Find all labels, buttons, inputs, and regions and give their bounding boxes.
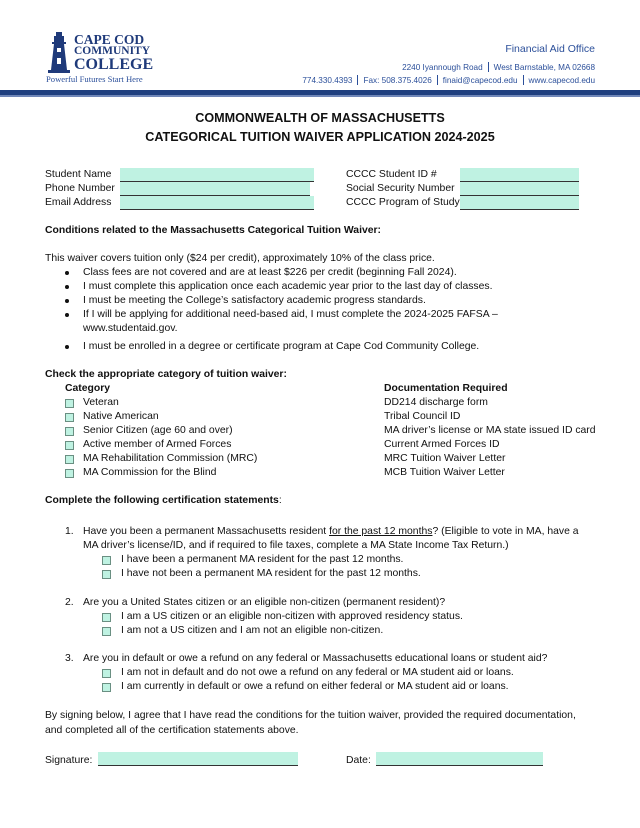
condition-bullet-4: If I will be applying for additional need-based aid, I must complete the 2024-2025 FAFSA – bbox=[83, 309, 498, 320]
q1-option-2-label: I have not been a permanent MA resident for the past 12 months. bbox=[121, 568, 421, 579]
category-column-header: Category bbox=[65, 383, 111, 394]
q1-option-1-label: I have been a permanent MA resident for the past 12 months. bbox=[121, 554, 404, 565]
bullet-marker bbox=[65, 299, 69, 303]
q1-text-underlined: for the past 12 months bbox=[329, 526, 433, 537]
doc-native-american: Tribal Council ID bbox=[384, 411, 461, 422]
logo-line2: COMMUNITY bbox=[74, 45, 151, 57]
bullet-marker bbox=[65, 345, 69, 349]
lighthouse-logo-icon bbox=[46, 30, 72, 76]
conditions-heading: Conditions related to the Massachusetts Categorical Tuition Waiver: bbox=[45, 225, 382, 236]
q1-option-1-checkbox[interactable] bbox=[102, 556, 111, 565]
logo-tagline: Powerful Futures Start Here bbox=[46, 74, 143, 84]
q1-option-2-checkbox[interactable] bbox=[102, 570, 111, 579]
question-2-number: 2. bbox=[65, 597, 74, 608]
student-id-label: CCCC Student ID # bbox=[346, 169, 437, 180]
q3-option-1-checkbox[interactable] bbox=[102, 669, 111, 678]
bullet-marker bbox=[65, 271, 69, 275]
ssn-label: Social Security Number bbox=[346, 183, 455, 194]
q3-option-2-label: I am currently in default or owe a refund on either federal or MA student aid or loans. bbox=[121, 681, 509, 692]
category-checkbox-armed-forces[interactable] bbox=[65, 441, 74, 450]
q1-text-b: ? (Eligible to vote in MA, have a bbox=[432, 526, 579, 537]
website-link[interactable]: www.capecod.edu bbox=[528, 76, 595, 85]
q3-option-1-label: I am not in default and do not owe a refund on any federal or MA student aid or loans. bbox=[121, 667, 514, 678]
category-heading: Check the appropriate category of tuition waiver: bbox=[45, 369, 287, 380]
agreement-line-1: By signing below, I agree that I have read the conditions for the tuition waiver, provided the required documentation, bbox=[45, 710, 576, 721]
condition-bullet-1: Class fees are not covered and are at least $226 per credit (beginning Fall 2024). bbox=[83, 267, 457, 278]
question-1-number: 1. bbox=[65, 526, 74, 537]
bullet-marker bbox=[65, 313, 69, 317]
q2-option-1-checkbox[interactable] bbox=[102, 613, 111, 622]
condition-bullet-2: I must complete this application once each academic year prior to the last day of classes. bbox=[83, 281, 493, 292]
contact-line bbox=[302, 75, 595, 85]
q2-option-2-label: I am not a US citizen and I am not an eligible non-citizen. bbox=[121, 625, 384, 636]
signature-label: Signature: bbox=[45, 755, 93, 766]
conditions-intro: This waiver covers tuition only ($24 per credit), approximately 10% of the class price. bbox=[45, 253, 435, 264]
address-line bbox=[402, 62, 595, 72]
certification-heading-text: Complete the following certification statements bbox=[45, 495, 279, 506]
date-label: Date: bbox=[346, 755, 371, 766]
category-checkbox-blind[interactable] bbox=[65, 469, 74, 478]
phone-number: 774.330.4393 bbox=[302, 76, 353, 85]
category-checkbox-native-american[interactable] bbox=[65, 413, 74, 422]
logo-line3: COLLEGE bbox=[74, 56, 154, 73]
q3-option-2-checkbox[interactable] bbox=[102, 683, 111, 692]
doc-blind: MCB Tuition Waiver Letter bbox=[384, 467, 505, 478]
certification-heading-colon: : bbox=[278, 495, 282, 506]
bullet-marker bbox=[65, 285, 69, 289]
category-checkbox-senior[interactable] bbox=[65, 427, 74, 436]
date-field[interactable] bbox=[376, 752, 543, 766]
category-checkbox-veteran[interactable] bbox=[65, 399, 74, 408]
question-1-cont: MA driver’s license/ID, and if required to file taxes, complete a MA State Income Tax Return.) bbox=[83, 540, 509, 551]
question-1-text bbox=[83, 526, 579, 537]
program-field[interactable] bbox=[460, 196, 579, 210]
page-title-line1: COMMONWEALTH OF MASSACHUSETTS bbox=[195, 111, 445, 125]
fax-number: Fax: 508.375.4026 bbox=[363, 76, 432, 85]
category-label-veteran: Veteran bbox=[83, 397, 119, 408]
ssn-field[interactable] bbox=[460, 182, 579, 196]
page-title-line2: CATEGORICAL TUITION WAIVER APPLICATION 2024-2025 bbox=[145, 130, 495, 144]
doc-mrc: MRC Tuition Waiver Letter bbox=[384, 453, 506, 464]
question-2-text: Are you a United States citizen or an eligible non-citizen (permanent resident)? bbox=[83, 597, 446, 608]
program-label: CCCC Program of Study bbox=[346, 197, 460, 208]
email-link[interactable]: finaid@capecod.edu bbox=[442, 76, 518, 85]
certification-heading bbox=[45, 495, 282, 506]
email-address-label: Email Address bbox=[45, 197, 112, 208]
student-id-field[interactable] bbox=[460, 168, 579, 182]
category-label-blind: MA Commission for the Blind bbox=[83, 467, 217, 478]
q2-option-2-checkbox[interactable] bbox=[102, 627, 111, 636]
condition-bullet-5: I must be enrolled in a degree or certificate program at Cape Cod Community College. bbox=[83, 341, 480, 352]
doc-veteran: DD214 discharge form bbox=[384, 397, 488, 408]
doc-armed-forces: Current Armed Forces ID bbox=[384, 439, 500, 450]
email-address-field[interactable] bbox=[120, 196, 314, 210]
q1-text-a: Have you been a permanent Massachusetts resident bbox=[83, 526, 330, 537]
q2-option-1-label: I am a US citizen or an eligible non-citizen with approved residency status. bbox=[121, 611, 463, 622]
signature-field[interactable] bbox=[98, 752, 298, 766]
agreement-line-2: and completed all of the certification statements above. bbox=[45, 725, 299, 736]
category-label-armed-forces: Active member of Armed Forces bbox=[83, 439, 232, 450]
category-label-mrc: MA Rehabilitation Commission (MRC) bbox=[83, 453, 258, 464]
category-label-senior: Senior Citizen (age 60 and over) bbox=[83, 425, 233, 436]
doc-senior: MA driver’s license or MA state issued ID card bbox=[384, 425, 596, 436]
student-name-label: Student Name bbox=[45, 169, 112, 180]
logo-line1: CAPE COD bbox=[74, 32, 145, 47]
documentation-column-header: Documentation Required bbox=[384, 383, 508, 394]
condition-bullet-4-cont[interactable]: www.studentaid.gov. bbox=[83, 323, 178, 334]
category-checkbox-mrc[interactable] bbox=[65, 455, 74, 464]
phone-number-label: Phone Number bbox=[45, 183, 115, 194]
student-name-field[interactable] bbox=[120, 168, 314, 182]
question-3-text: Are you in default or owe a refund on any federal or Massachusetts educational loans or student aid? bbox=[83, 653, 548, 664]
header-band-accent bbox=[0, 95, 640, 97]
phone-number-field[interactable] bbox=[120, 182, 310, 196]
address-street: 2240 Iyannough Road bbox=[402, 63, 483, 72]
address-city: West Barnstable, MA 02668 bbox=[493, 63, 595, 72]
category-label-native-american: Native American bbox=[83, 411, 159, 422]
office-name: Financial Aid Office bbox=[505, 43, 595, 55]
condition-bullet-3: I must be meeting the College’s satisfactory academic progress standards. bbox=[83, 295, 426, 306]
question-3-number: 3. bbox=[65, 653, 74, 664]
